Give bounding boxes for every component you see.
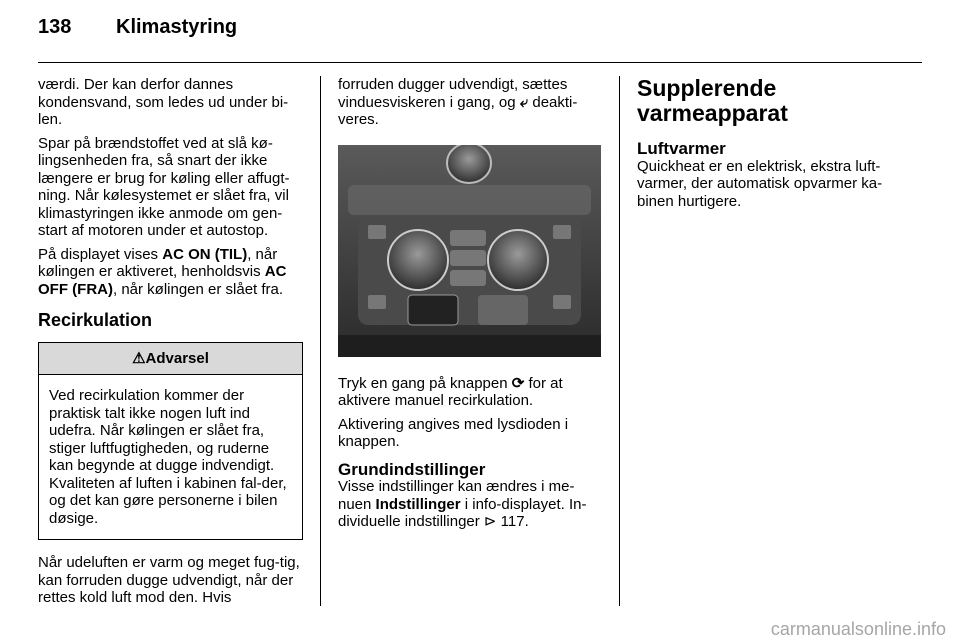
paragraph: Quickheat er en elektrisk, ekstra luft-varmer, der automatisk opvarmer ka-binen hurtigere. [637,157,883,210]
paragraph: Spar på brændstoffet ved at slå kø-lingsenheden fra, så snart der ikke længere er brug for køling eller affugt-ning. Når kølesystemet er slået fra, vil klimastyringen ikke anmode om gen-start af motoren under et autostop. [38,134,290,239]
column-2 [338,76,601,537]
warning-box [38,342,303,541]
section-heading: Recirkulation [38,310,153,330]
paragraph: værdi. Der kan derfor dannes kondensvand, som ledes ud under bi-len. [38,76,289,128]
column-1 [38,76,303,613]
column-3 [637,76,902,216]
warning-title: ⚠Advarsel [39,343,302,376]
column-divider [320,76,321,606]
paragraph: Aktivering angives med lysdioden i knappen. [338,415,569,450]
paragraph: På displayet vises AC ON (TIL), når kølingen er aktiveret, henholdsvis AC OFF (FRA), når kølingen er slået fra. [38,245,287,298]
column-divider [619,76,620,606]
chapter-heading: Supplerende varmeapparat [637,75,788,126]
page-reference-link[interactable]: ⊳ 117. [483,513,529,530]
page-header [38,16,237,39]
section-heading: Grundindstillinger [338,459,486,479]
warning-icon: ⚠ [132,349,146,367]
page-number: 138 [38,16,72,38]
page-title: Klimastyring [116,16,238,38]
recirculation-icon: ⟳ [511,374,525,392]
paragraph: Tryk en gang på knappen ⟳ for at aktivere manuel recirkulation. [338,374,563,409]
watermark: carmanualsonline.info [770,619,946,639]
section-heading: Luftvarmer [637,139,726,158]
header-rule [38,62,922,63]
paragraph: Visse indstillinger kan ændres i me-nuen Indstillinger i info-displayet. In-dividuelle indstillinger ⊳ 117. [338,478,587,530]
warning-text: Ved recirkulation kommer der praktisk talt ikke nogen luft ind udefra. Når kølingen er slået fra, stiger luftfugtigheden, og ruderne kan begynde at dugge indvendigt. Kvaliteten af luften i kabinen fal-der, og det kan gøre personerne i bilen døsige. [49,387,287,527]
paragraph: forruden dugger udvendigt, sættes vinduesviskeren i gang, og ⤶ deakti-veres. [338,76,578,128]
paragraph: Når udeluften er varm og meget fug-tig, kan forruden dugge udvendigt, når der rettes kold luft mod den. Hvis [38,554,300,606]
climate-control-panel-photo [338,145,601,357]
windshield-wiper-icon: ⤶ [519,93,529,111]
climate-panel-illustration [338,145,601,357]
